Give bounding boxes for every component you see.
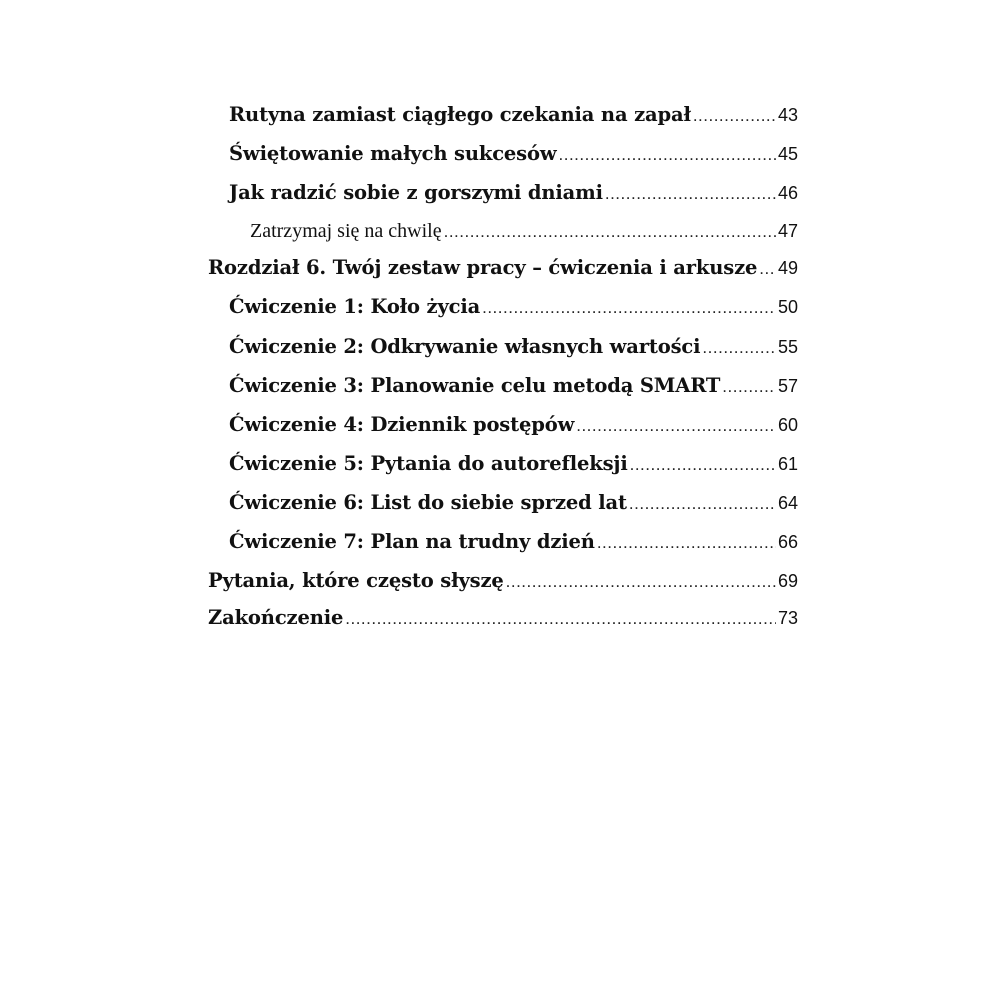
toc-dot-leader (630, 455, 776, 475)
toc-entry-title: Ćwiczenie 1: Koło życia (229, 295, 481, 318)
toc-dot-leader (444, 222, 776, 242)
toc-page-number: 45 (777, 144, 798, 164)
toc-page-number: 66 (777, 532, 798, 552)
toc-entry-title: Rutyna zamiast ciągłego czekania na zapał (229, 103, 691, 126)
toc-dot-leader (597, 533, 776, 553)
toc-entry-title: Jak radzić sobie z gorszymi dniami (229, 181, 603, 204)
toc-page-number: 60 (777, 415, 798, 435)
toc-dot-leader (629, 494, 776, 514)
toc-dot-leader (702, 338, 776, 358)
toc-entry[interactable] (208, 606, 798, 638)
toc-dot-leader (506, 572, 776, 592)
toc-entry[interactable] (229, 335, 798, 367)
toc-page-number: 43 (777, 105, 798, 125)
toc-page-number: 50 (777, 297, 798, 317)
toc-entry-title: Ćwiczenie 4: Dziennik postępów (229, 413, 575, 436)
toc-entry[interactable] (229, 530, 798, 562)
toc-entry[interactable] (229, 413, 798, 445)
toc-entry[interactable] (229, 181, 798, 213)
toc-page-number: 64 (777, 493, 798, 513)
toc-entry[interactable] (229, 374, 798, 406)
toc-entry-title: Rozdział 6. Twój zestaw pracy – ćwiczenia i arkusze (208, 256, 758, 279)
toc-page-number: 73 (777, 608, 798, 628)
toc-entry-title: Ćwiczenie 5: Pytania do autorefleksji (229, 452, 628, 475)
toc-entry-title: Ćwiczenie 3: Planowanie celu metodą SMART (229, 374, 721, 397)
toc-dot-leader (605, 184, 776, 204)
toc-dot-leader (759, 259, 776, 279)
toc-dot-leader (345, 609, 776, 629)
toc-entry-title: Ćwiczenie 6: List do siebie sprzed lat (229, 491, 627, 514)
toc-page-number: 61 (777, 454, 798, 474)
toc-entry-title: Zakończenie (208, 606, 344, 629)
toc-page-number: 55 (777, 337, 798, 357)
toc-entry-title: Ćwiczenie 2: Odkrywanie własnych wartości (229, 335, 701, 358)
toc-page-number: 46 (777, 183, 798, 203)
toc-entry[interactable] (229, 103, 798, 135)
toc-dot-leader (722, 377, 776, 397)
toc-entry[interactable] (208, 256, 798, 288)
toc-dot-leader (482, 298, 776, 318)
toc-entry[interactable] (208, 569, 798, 601)
toc-page-number: 57 (777, 376, 798, 396)
toc-entry-title: Pytania, które często słyszę (208, 569, 504, 592)
toc-dot-leader (576, 416, 776, 436)
toc-entry[interactable] (250, 220, 798, 252)
toc-entry[interactable] (229, 452, 798, 484)
toc-dot-leader (559, 145, 776, 165)
toc-entry-title: Zatrzymaj się na chwilę (250, 220, 442, 242)
toc-page-number: 47 (777, 221, 798, 241)
toc-dot-leader (693, 106, 776, 126)
toc-entry[interactable] (229, 295, 798, 327)
toc-entry[interactable] (229, 142, 798, 174)
toc-entry-title: Świętowanie małych sukcesów (229, 142, 557, 165)
toc-page-number: 49 (777, 258, 798, 278)
toc-entry[interactable] (229, 491, 798, 523)
toc-entry-title: Ćwiczenie 7: Plan na trudny dzień (229, 530, 595, 553)
toc-page-number: 69 (777, 571, 798, 591)
